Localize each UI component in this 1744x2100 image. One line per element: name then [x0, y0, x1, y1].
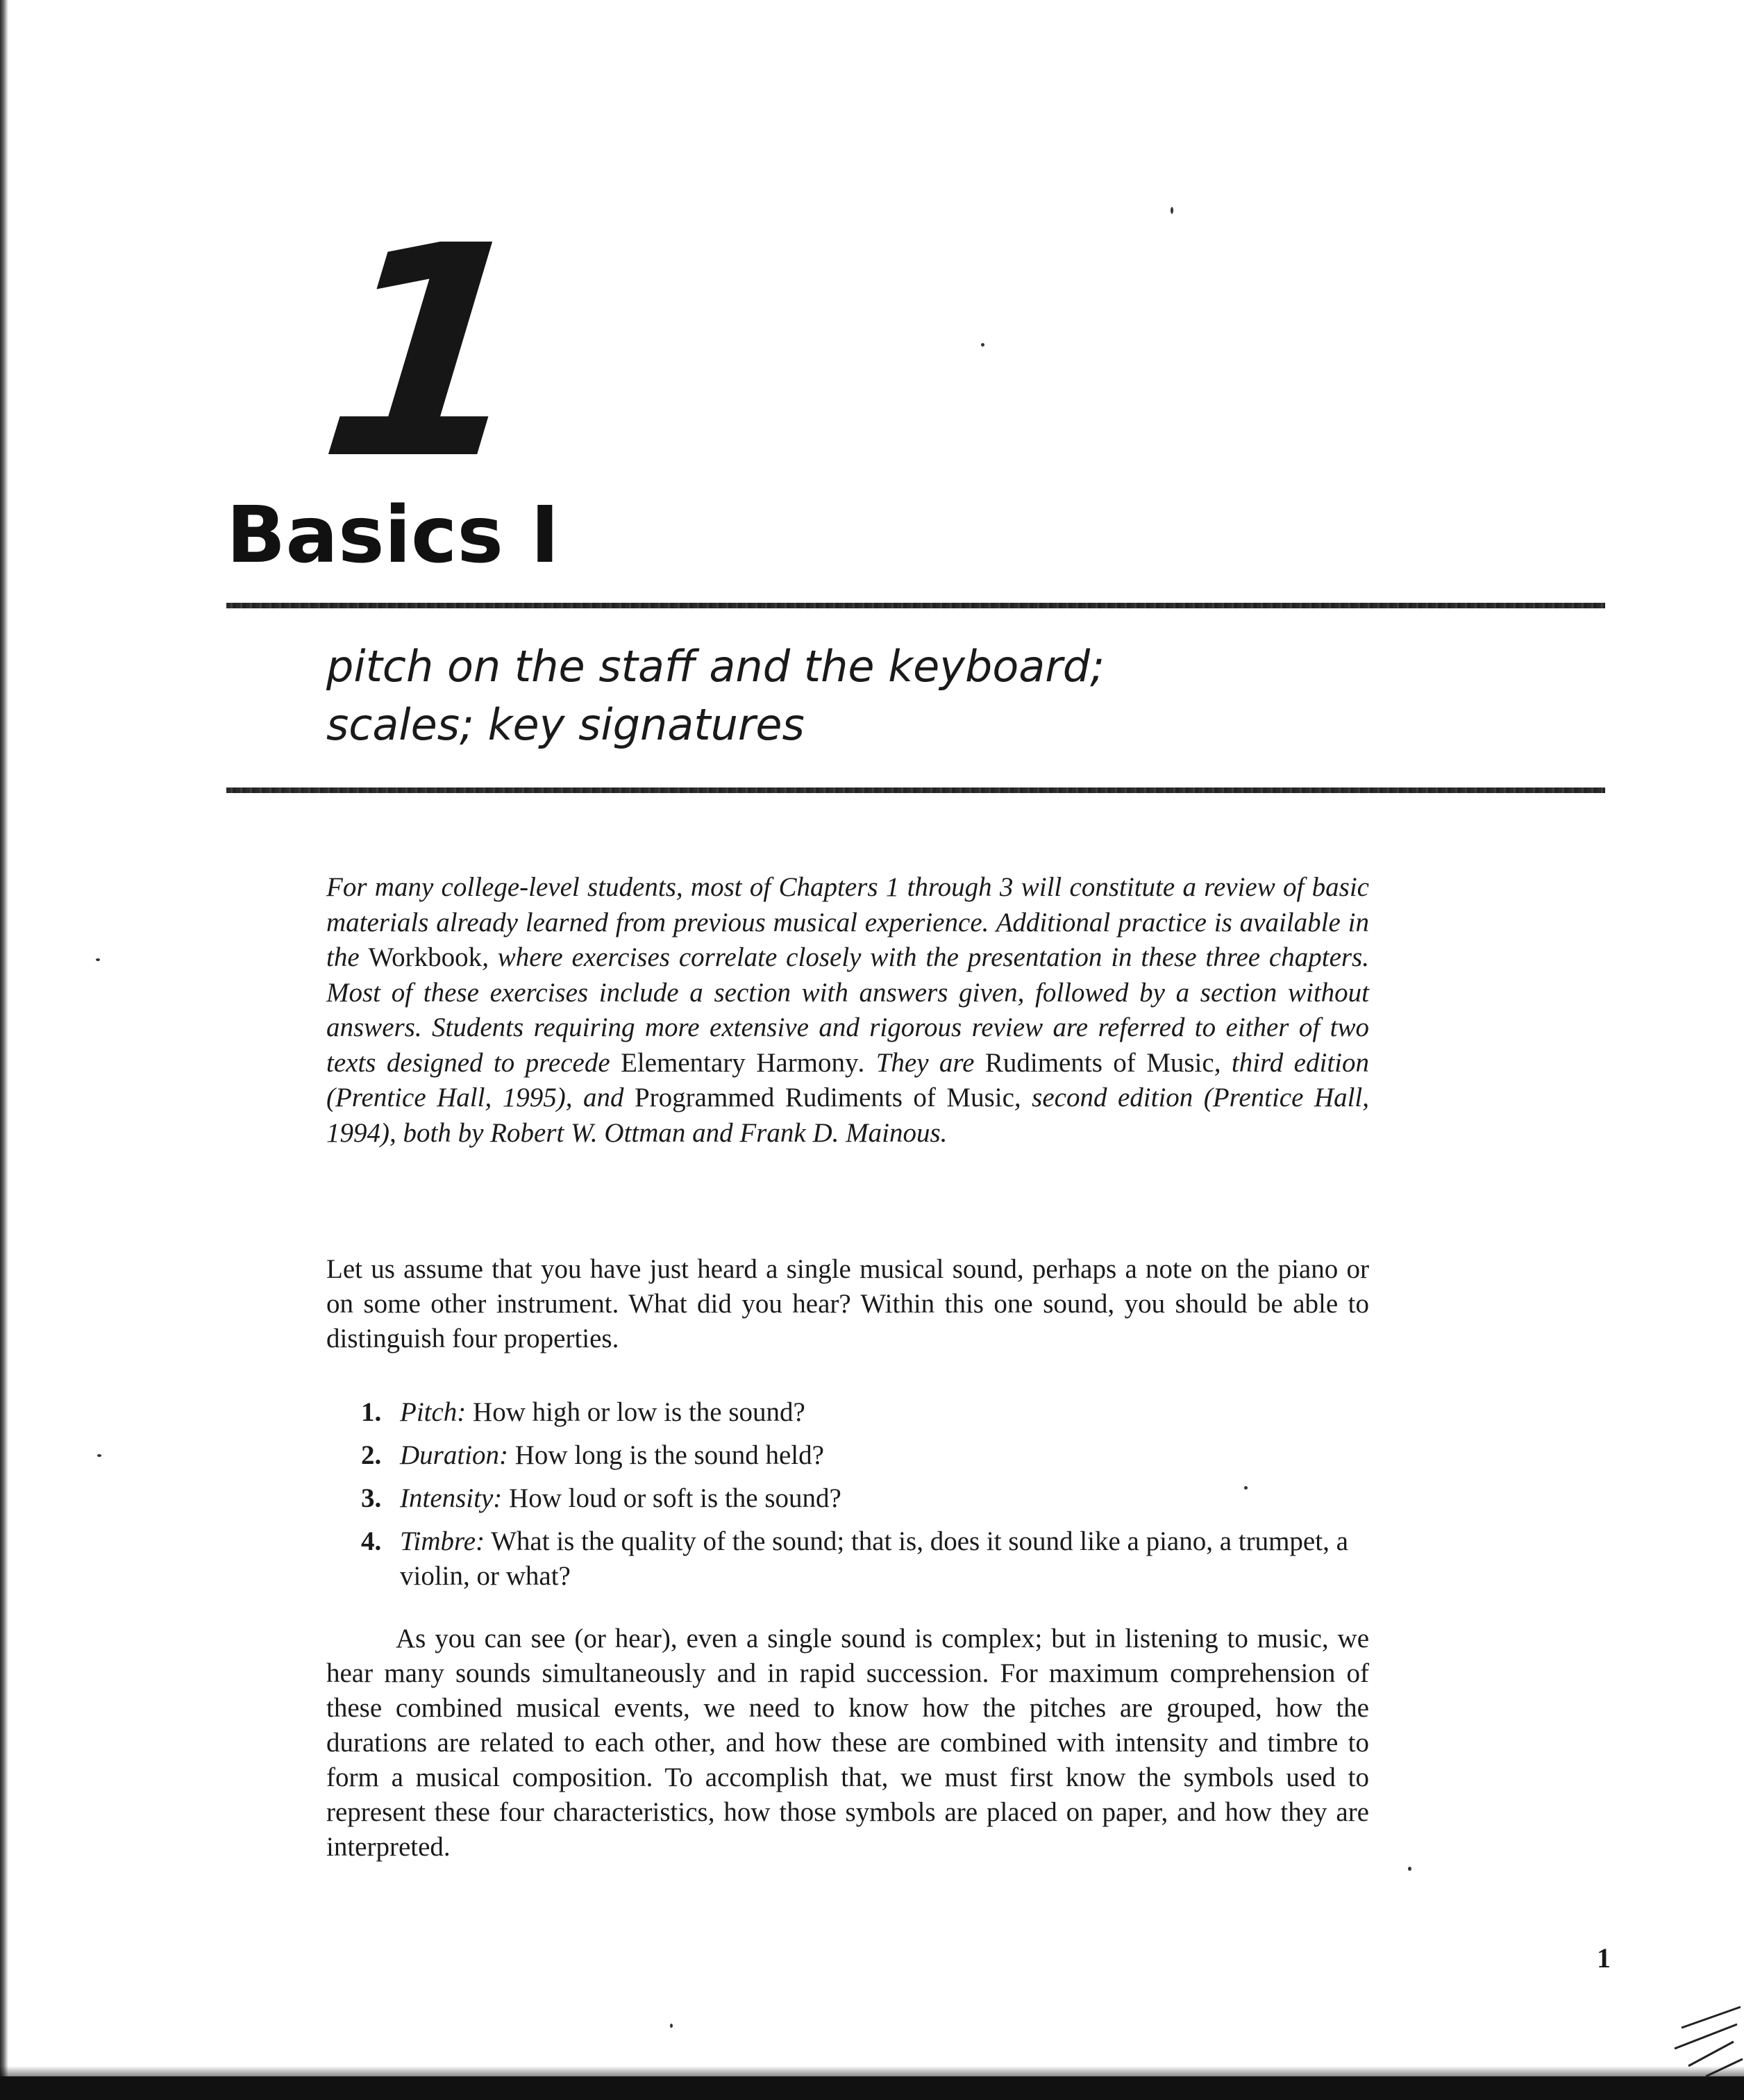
title-rule-bottom	[226, 788, 1605, 793]
intro-note	[326, 870, 1369, 1151]
scan-speck	[670, 2024, 673, 2028]
list-number: 3.	[361, 1483, 382, 1513]
body-paragraph: Let us assume that you have just heard a single musical sound, perhaps a note on the piano or on some other instrument. What did you hear? Within this one sound, you should be able to distinguish four properties.	[326, 1254, 1369, 1353]
scan-speck	[1171, 207, 1173, 214]
subtitle-line: pitch on the staff and the keyboard;	[326, 641, 1105, 692]
subtitle-line: scales; key signatures	[326, 699, 805, 750]
list-text: What is the quality of the sound; that is, does it sound like a piano, a trumpet, a violin, or what?	[400, 1526, 1348, 1591]
intro-text: , third edition (Prentice Hall, 1995), and	[326, 1047, 1369, 1112]
page-number: 1	[1597, 1942, 1611, 1974]
list-term: Duration:	[400, 1440, 508, 1470]
chapter-number: 1	[308, 184, 548, 524]
list-term: Pitch:	[400, 1397, 467, 1427]
title-rule-top	[226, 603, 1605, 608]
page-corner-scuff	[1668, 2000, 1744, 2083]
book-title-workbook: Workbook	[368, 942, 483, 972]
list-item	[361, 1481, 1375, 1516]
book-title-elementary-harmony: Elementary Harmony	[621, 1047, 859, 1078]
list-number: 1.	[361, 1397, 382, 1427]
list-term: Intensity:	[400, 1483, 503, 1513]
intro-text: . They are	[858, 1047, 985, 1078]
list-text: How long is the sound held?	[508, 1440, 824, 1470]
chapter-subtitle	[326, 638, 1576, 754]
scan-edge-left	[0, 0, 8, 2100]
list-number: 2.	[361, 1440, 382, 1470]
body-paragraph: As you can see (or hear), even a single sound is complex; but in listening to music, we hear many sounds simultaneously and in rapid succession. For maximum comprehension of these combined musical events, we need to know how the pitches are grouped, how the durations are related to each other, and how these are combined with intensity and timbre to form a musical composition. To accomplish that, we must first know the symbols used to represent these four characteristics, how those symbols are placed on paper, and how they are interpreted.	[326, 1624, 1369, 1862]
intro-text: , second edition (Prentice Hall, 1994), both by Robert W. Ottman and Frank D. Mainous.	[326, 1083, 1370, 1148]
book-title-rudiments: Rudiments of Music	[984, 1047, 1214, 1078]
scan-speck	[981, 343, 984, 347]
intro-text: , where exercises correlate closely with the presentation in these three chapters. Most of these exercises include a section with answers given, followed by a section without answers. Students requiring more extensive and rigorous review are referred to either of two texts designed to precede	[326, 942, 1369, 1078]
list-number: 4.	[361, 1526, 382, 1556]
scan-speck	[97, 1454, 101, 1457]
scan-edge-bottom	[0, 2076, 1744, 2100]
list-item	[361, 1438, 1375, 1473]
book-title-programmed-rudiments: Programmed Rudiments of Music	[634, 1083, 1014, 1112]
intro-text: For many college-level students, most of Chapters 1 through 3 will constitute a review of basic materials already learned from previous musical experience. Additional practice is available in the	[326, 872, 1369, 972]
chapter-title: Basics I	[226, 490, 560, 581]
scan-speck	[96, 958, 100, 961]
list-text: How loud or soft is the sound?	[502, 1483, 841, 1513]
scan-speck	[1408, 1867, 1411, 1871]
list-item	[361, 1395, 1375, 1430]
properties-list	[361, 1395, 1375, 1602]
list-text: How high or low is the sound?	[466, 1397, 805, 1427]
list-term: Timbre:	[400, 1526, 485, 1556]
list-item	[361, 1524, 1375, 1594]
